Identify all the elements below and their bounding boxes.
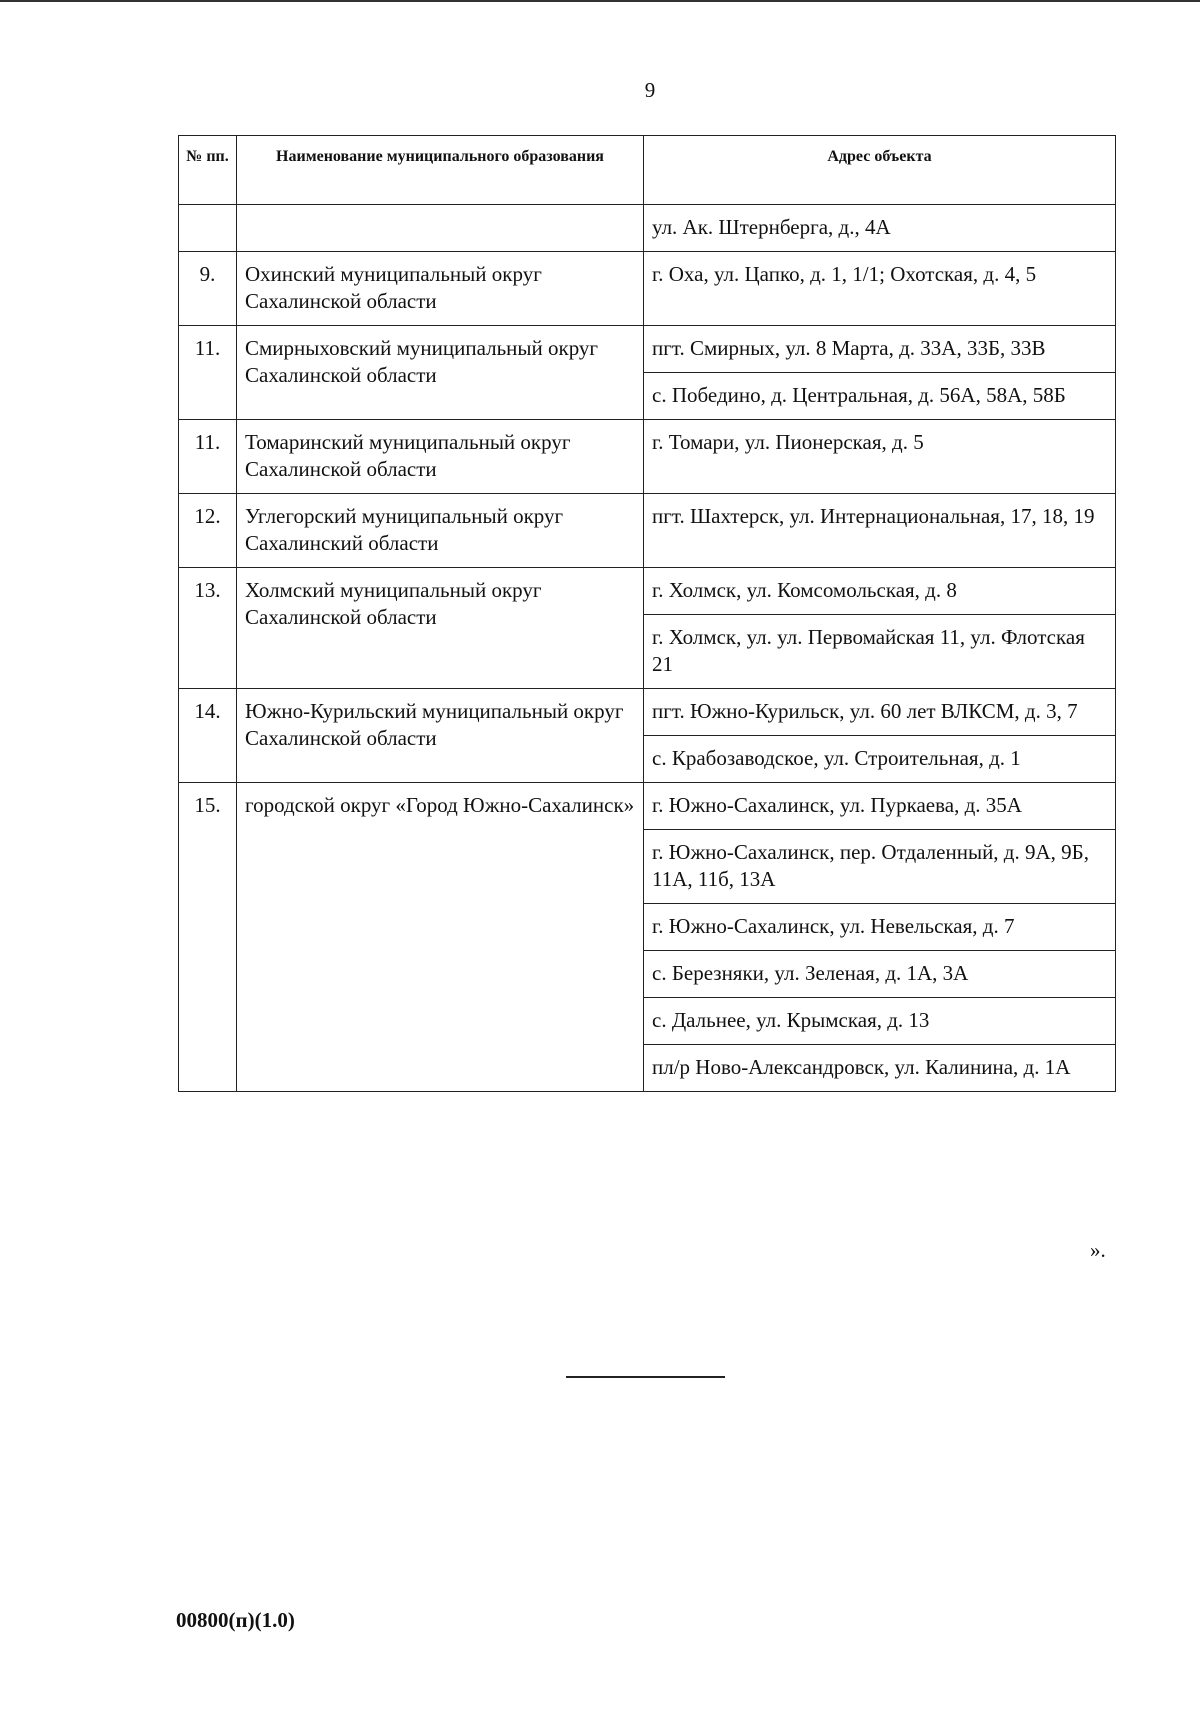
municipality-name-cell xyxy=(237,205,644,252)
table-row xyxy=(179,420,1116,494)
header-num: № пп. xyxy=(179,136,237,205)
address-cell: г. Томари, ул. Пионерская, д. 5 xyxy=(644,420,1116,494)
header-name: Наименование муниципального образования xyxy=(237,136,644,205)
municipality-name-cell: Холмский муниципальный округ Сахалинской области xyxy=(237,568,644,689)
address-cell: г. Холмск, ул. ул. Первомайская 11, ул. Флотская 21 xyxy=(644,615,1116,689)
address-cell: г. Южно-Сахалинск, пер. Отдаленный, д. 9А, 9Б, 11А, 11б, 13А xyxy=(644,830,1116,904)
municipality-name-cell: Томаринский муниципальный округ Сахалинской области xyxy=(237,420,644,494)
municipality-name-cell: городской округ «Город Южно-Сахалинск» xyxy=(237,783,644,1092)
address-cell: г. Южно-Сахалинск, ул. Невельская, д. 7 xyxy=(644,904,1116,951)
top-border-line xyxy=(0,0,1200,2)
address-cell: с. Победино, д. Центральная, д. 56А, 58А, 58Б xyxy=(644,373,1116,420)
closing-quote: ». xyxy=(1090,1238,1106,1262)
row-number-cell: 9. xyxy=(179,252,237,326)
address-cell: г. Оха, ул. Цапко, д. 1, 1/1; Охотская, д. 4, 5 xyxy=(644,252,1116,326)
table-row xyxy=(179,205,1116,252)
address-cell: пгт. Южно-Курильск, ул. 60 лет ВЛКСМ, д. 3, 7 xyxy=(644,689,1116,736)
row-number-cell: 11. xyxy=(179,420,237,494)
header-address: Адрес объекта xyxy=(644,136,1116,205)
address-cell: с. Березняки, ул. Зеленая, д. 1А, 3А xyxy=(644,951,1116,998)
row-number-cell: 12. xyxy=(179,494,237,568)
table-row xyxy=(179,326,1116,373)
table-row xyxy=(179,689,1116,736)
table-body xyxy=(179,205,1116,1092)
address-cell: ул. Ак. Штернберга, д., 4А xyxy=(644,205,1116,252)
row-number-cell: 13. xyxy=(179,568,237,689)
row-number-cell: 11. xyxy=(179,326,237,420)
table-row xyxy=(179,494,1116,568)
municipality-name-cell: Смирныховский муниципальный округ Сахалинской области xyxy=(237,326,644,420)
row-number-cell: 15. xyxy=(179,783,237,1092)
municipality-name-cell: Охинский муниципальный округ Сахалинской области xyxy=(237,252,644,326)
table-row xyxy=(179,783,1116,830)
row-number-cell xyxy=(179,205,237,252)
table-header-row xyxy=(179,136,1116,205)
address-cell: пгт. Смирных, ул. 8 Марта, д. 33А, 33Б, 33В xyxy=(644,326,1116,373)
address-cell: с. Крабозаводское, ул. Строительная, д. 1 xyxy=(644,736,1116,783)
address-table xyxy=(178,135,1116,1092)
table-row xyxy=(179,568,1116,615)
separator-line xyxy=(566,1376,725,1378)
address-cell: г. Южно-Сахалинск, ул. Пуркаева, д. 35А xyxy=(644,783,1116,830)
page-number: 9 xyxy=(644,78,656,102)
row-number-cell: 14. xyxy=(179,689,237,783)
address-cell: с. Дальнее, ул. Крымская, д. 13 xyxy=(644,998,1116,1045)
address-cell: пгт. Шахтерск, ул. Интернациональная, 17, 18, 19 xyxy=(644,494,1116,568)
municipality-name-cell: Углегорский муниципальный округ Сахалинский области xyxy=(237,494,644,568)
address-cell: пл/р Ново-Александровск, ул. Калинина, д. 1А xyxy=(644,1045,1116,1092)
municipality-name-cell: Южно-Курильский муниципальный округ Сахалинской области xyxy=(237,689,644,783)
table-row xyxy=(179,252,1116,326)
address-cell: г. Холмск, ул. Комсомольская, д. 8 xyxy=(644,568,1116,615)
document-code: 00800(п)(1.0) xyxy=(176,1608,295,1632)
